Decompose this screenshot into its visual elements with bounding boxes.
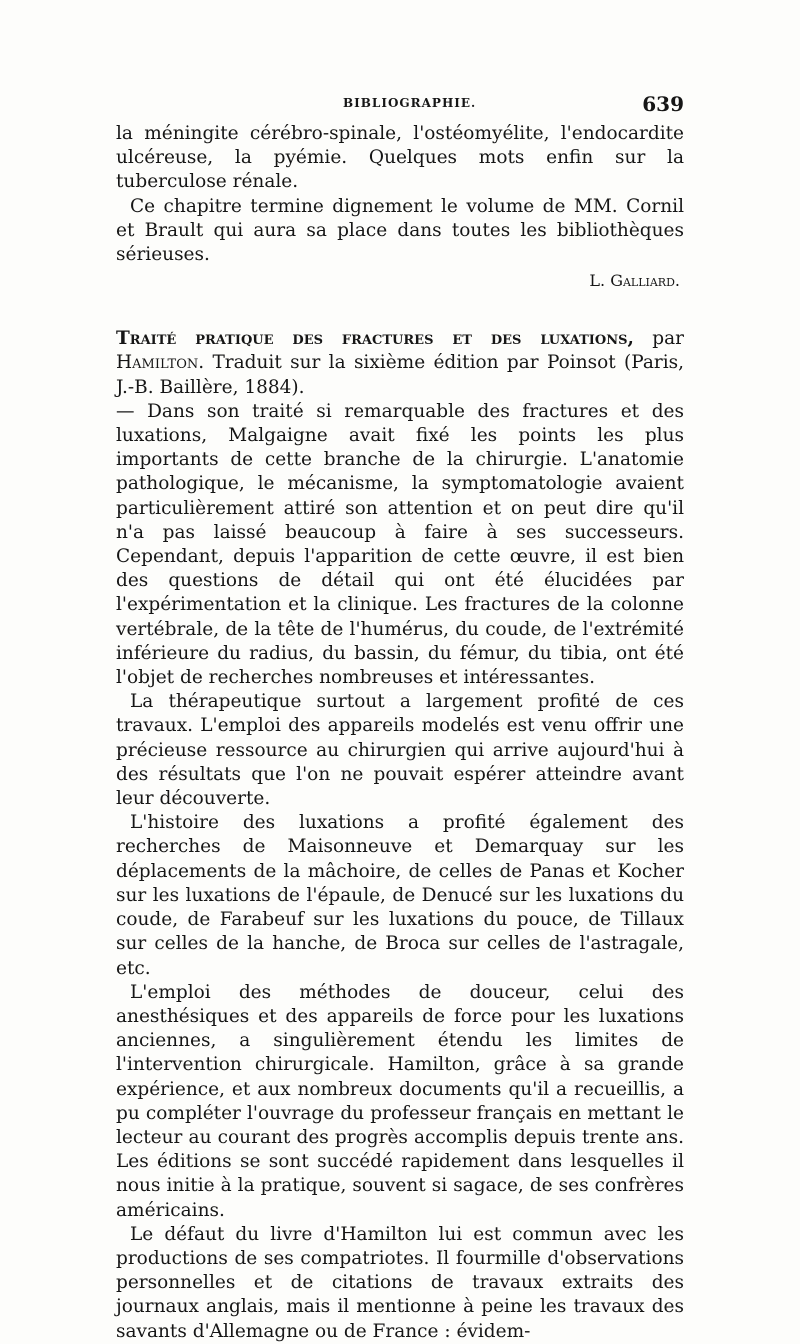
review2-book-title: Traité pratique des fractures et des luxations,: [116, 328, 634, 350]
review2-paragraph-2: La thérapeutique surtout a largement profité de ces travaux. L'emploi des appareils modelés est venu offrir une précieuse ressource au chirurgien qui arrive aujourd'hui à des résultats que l'on ne pouvait espérer atteindre avant leur découverte.: [116, 691, 684, 810]
review1-continuation: la méningite cérébro-spinale, l'ostéomyélite, l'endocardite ulcéreuse, la pyémie. Quelques mots enfin sur la tuberculose rénale.: [116, 123, 684, 193]
review2-paragraph-5: Le défaut du livre d'Hamilton lui est commun avec les productions de ses compatriotes. Il fourmille d'observations personnelles et de citations de travaux extraits des journaux anglais, mais il mentionne à peine les travaux des savants d'Allemagne ou de France : évidem-: [116, 1223, 684, 1342]
review2-paragraph-3: L'histoire des luxations a profité également des recherches de Maisonneuve et Demarquay sur les déplacements de la mâchoire, de celles de Panas et Kocher sur les luxations de l'épaule, de Denucé sur les luxations du coude, de Farabeuf sur les luxations du pouce, de Tillaux sur celles de la hanche, de Broca sur celles de l'astragale, etc.: [116, 812, 684, 979]
review2-paragraph-4: L'emploi des méthodes de douceur, celui des anesthésiques et des appareils de force pour les luxations anciennes, a singulièrement étendu les limites de l'intervention chirurgicale. Hamilton, grâce à sa grande expérience, et aux nombreux documents qu'il a recueillis, a pu compléter l'ouvrage du professeur français en mettant le lecteur au courant des progrès accomplis depuis trente ans. Les éditions se sont succédé rapidement dans lesquelles il nous initie à la pratique, souvent si sagace, de ses confrères américains.: [116, 981, 684, 1221]
reviewer-signature: L. Galliard.: [589, 271, 680, 291]
review1-closing: Ce chapitre termine dignement le volume de MM. Cornil et Brault qui aura sa place dans toutes les bibliothèques sérieuses.: [116, 195, 684, 266]
review2-heading: [116, 327, 684, 400]
page-number: 639: [642, 92, 684, 116]
review2-edition: Traduit sur la sixième édition par Poinsot (Paris, J.-B. Baillère, 1884).: [116, 352, 684, 398]
page: [116, 92, 684, 1344]
running-header: [116, 92, 684, 122]
review2-paragraph-1: — Dans son traité si remarquable des fractures et des luxations, Malgaigne avait fixé les points les plus importants de cette branche de la chirurgie. L'anatomie pathologique, le mécanisme, la symptomatologie avaient particulièrement attiré son attention et on peut dire qu'il n'a pas laissé beaucoup à faire à ses successeurs. Cependant, depuis l'apparition de cette œuvre, il est bien des questions de détail qui ont été élucidées par l'expérimentation et la clinique. Les fractures de la colonne vertébrale, de la tête de l'humérus, du coude, de l'extrémité inférieure du radius, du bassin, du fémur, du tibia, ont été l'objet de recherches nombreuses et intéressantes.: [116, 400, 684, 689]
running-title: BIBLIOGRAPHIE.: [343, 96, 477, 110]
review2-author: Hamilton.: [116, 352, 205, 374]
review2-by: par: [633, 328, 684, 350]
